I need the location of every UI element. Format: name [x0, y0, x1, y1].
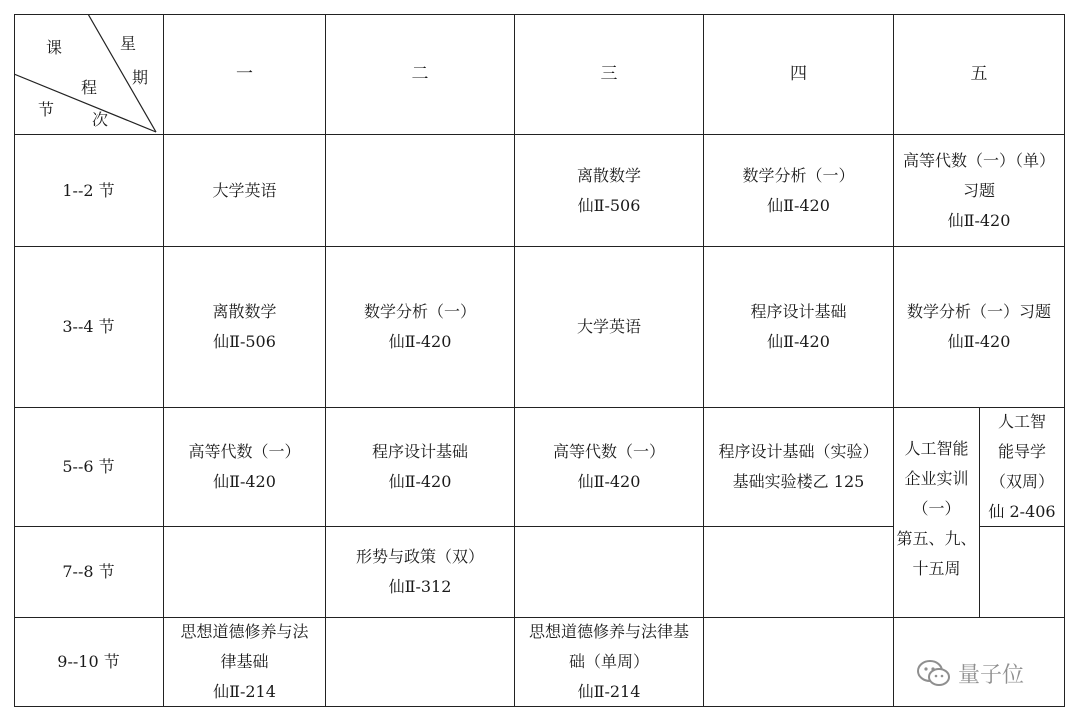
class-cell: 数学分析（一）习题 仙Ⅱ-420 [894, 247, 1065, 408]
empty-cell [704, 527, 894, 618]
empty-cell [515, 527, 704, 618]
empty-cell [980, 527, 1065, 618]
class-cell: 高等代数（一）（单） 习题 仙Ⅱ-420 [894, 135, 1065, 247]
corner-label-jie: 节 [38, 100, 55, 119]
corner-label-ci: 次 [92, 110, 109, 129]
day-header-fri: 五 [894, 14, 1065, 135]
class-cell: 数学分析（一） 仙Ⅱ-420 [326, 247, 515, 408]
day-header-tue: 二 [326, 14, 515, 135]
day-header-mon: 一 [164, 14, 326, 135]
period-label-5-6: 5--6 节 [14, 408, 164, 527]
wechat-icon [916, 659, 952, 689]
period-label-9-10: 9--10 节 [14, 618, 164, 707]
watermark [916, 658, 1024, 689]
class-cell: 程序设计基础 仙Ⅱ-420 [704, 247, 894, 408]
class-cell: 思想道德修养与法律基 础（单周） 仙Ⅱ-214 [515, 618, 704, 707]
empty-cell [164, 527, 326, 618]
class-cell: 大学英语 [515, 247, 704, 408]
class-cell: 大学英语 [164, 135, 326, 247]
class-cell: 程序设计基础 仙Ⅱ-420 [326, 408, 515, 527]
corner-label-xing: 星 [120, 34, 137, 53]
period-label-1-2: 1--2 节 [14, 135, 164, 247]
class-cell: 形势与政策（双） 仙Ⅱ-312 [326, 527, 515, 618]
day-header-wed: 三 [515, 14, 704, 135]
corner-label-cheng: 程 [81, 78, 98, 97]
class-cell: 高等代数（一） 仙Ⅱ-420 [515, 408, 704, 527]
corner-label-ke: 课 [46, 38, 63, 57]
class-cell: 离散数学 仙Ⅱ-506 [515, 135, 704, 247]
watermark-text: 量子位 [958, 663, 1025, 688]
corner-header-cell [14, 14, 164, 135]
empty-cell [704, 618, 894, 707]
day-header-thu: 四 [704, 14, 894, 135]
class-cell: 数学分析（一） 仙Ⅱ-420 [704, 135, 894, 247]
class-cell: 程序设计基础（实验） 基础实验楼乙 125 [704, 408, 894, 527]
period-label-3-4: 3--4 节 [14, 247, 164, 408]
empty-cell [326, 618, 515, 707]
class-cell: 高等代数（一） 仙Ⅱ-420 [164, 408, 326, 527]
class-cell-friday-ai-intro: 人工智 能导学 （双周） 仙 2-406 [980, 408, 1065, 527]
class-cell-friday-ai-training: 人工智能 企业实训 （一） 第五、九、 十五周 [894, 408, 980, 618]
class-cell: 思想道德修养与法 律基础 仙Ⅱ-214 [164, 618, 326, 707]
corner-label-qi: 期 [132, 68, 149, 87]
class-cell: 离散数学 仙Ⅱ-506 [164, 247, 326, 408]
period-label-7-8: 7--8 节 [14, 527, 164, 618]
empty-cell [326, 135, 515, 247]
